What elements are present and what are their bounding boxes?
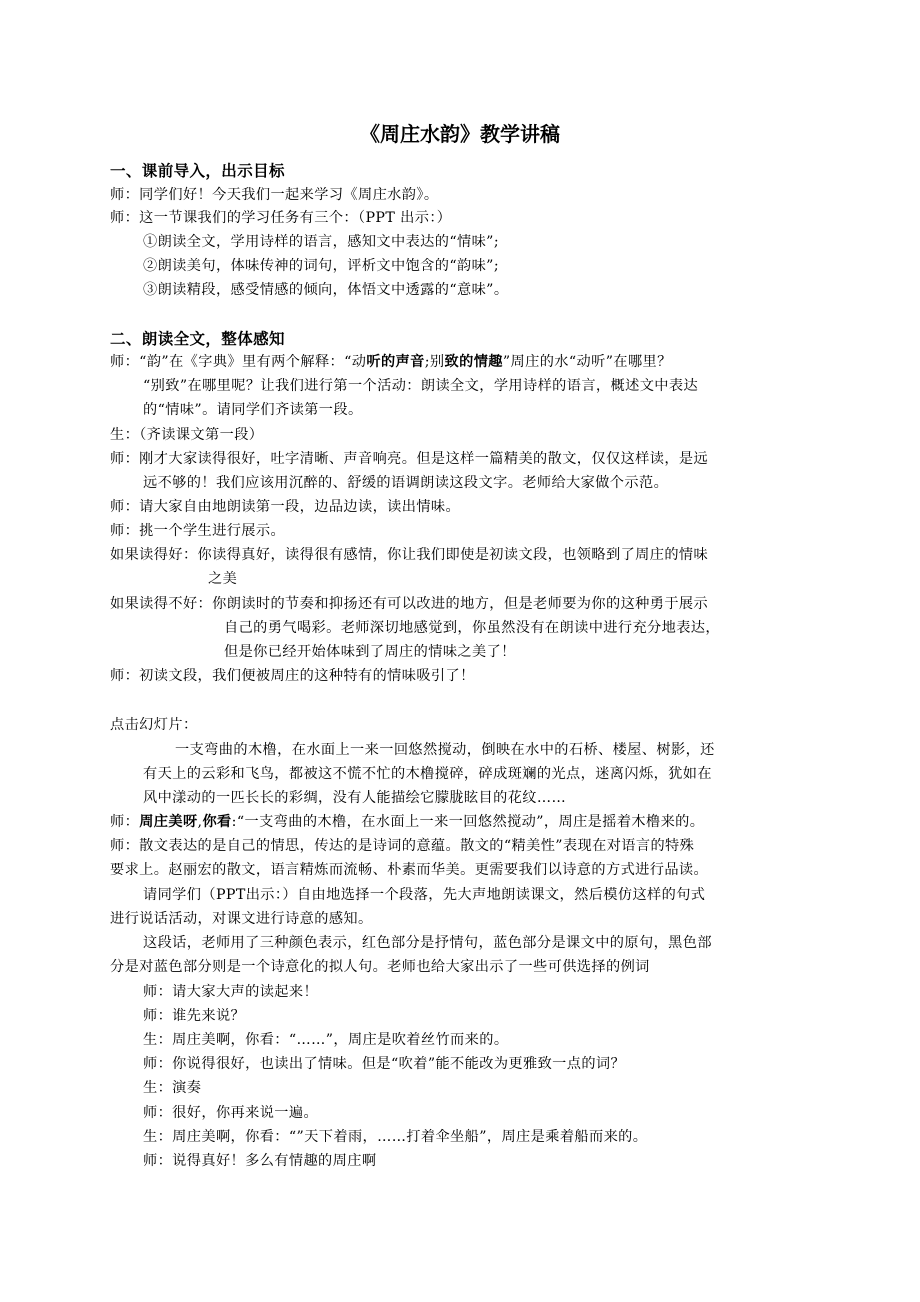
dialogue-line: 生：周庄美啊，你看：“……”，周庄是吹着丝竹而来的。 xyxy=(143,1032,509,1048)
dialogue-line: 师：请大家大声的读起来！ xyxy=(143,984,319,1000)
paragraph-line: 要求上。赵丽宏的散文，语言精炼而流畅、朴素而华美。更需要我们以诗意的方式进行品读。 xyxy=(110,862,709,878)
text-run: :“一支弯曲的木橹，在水面上一来一回悠然搅动”，周庄是摇着木橹来的。 xyxy=(231,814,705,830)
dialogue-line: 生：演奏 xyxy=(143,1080,202,1096)
quote-line: 有天上的云彩和飞鸟，都被这不慌不忙的木橹搅碎，碎成斑斓的光点，迷离闪烁，犹如在 xyxy=(143,766,712,782)
paragraph-line: 生：（齐读课文第一段） xyxy=(110,427,264,443)
bold-text: 周庄美呀 xyxy=(139,814,198,830)
paragraph-line: 这段话，老师用了三种颜色表示，红色部分是抒情句，蓝色部分是课文中的原句，黑色部 xyxy=(143,935,712,951)
paragraph-line: 如果读得不好：你朗读时的节奏和抑扬还有可以改进的地方，但是老师要为你的这种勇于展示 xyxy=(110,596,709,612)
dialogue-line: 师：你说得很好，也读出了情味。但是“吹着”能不能改为更雅致一点的词？ xyxy=(143,1056,626,1072)
bold-text: 听的声音 xyxy=(366,354,425,370)
quote-line: 一支弯曲的木橹，在水面上一来一回悠然搅动，倒映在水中的石桥、楼屋、树影，还 xyxy=(175,742,715,758)
slide-label: 点击幻灯片： xyxy=(110,717,198,733)
paragraph-line: 但是你已经开始体味到了周庄的情味之美了！ xyxy=(224,644,516,660)
paragraph-line: 之美 xyxy=(208,571,238,587)
paragraph-line: 请同学们（PPT出示：）自由地选择一个段落，先大声地朗读课文，然后模仿这样的句式 xyxy=(143,887,706,903)
text-run: 师：“韵”在《字典》里有两个解释：“动 xyxy=(110,354,367,370)
paragraph-line: 分是对蓝色部分则是一个诗意化的拟人句。老师也给大家出示了一些可供选择的例词 xyxy=(110,959,650,975)
document-title: 《周庄水韵》教学讲稿 xyxy=(360,122,560,146)
paragraph-line: 师：请大家自由地朗读第一段，边品边读，读出情味。 xyxy=(110,499,461,515)
objective-item-3: ③朗读精段，感受情感的倾向，体悟文中透露的“意味”。 xyxy=(143,282,509,298)
objective-item-2: ②朗读美句，体味传神的词句，评析文中饱含的“韵味”; xyxy=(143,258,500,274)
paragraph-line: 师：挑一个学生进行展示。 xyxy=(110,523,286,539)
paragraph-line: 师：同学们好！今天我们一起来学习《周庄水韵》。 xyxy=(110,187,439,203)
paragraph-line: 师：刚才大家读得很好，吐字清晰、声音响亮。但是这样一篇精美的散文，仅仅这样读，是远 xyxy=(110,451,709,467)
paragraph-line: 的“情味”。请同学们齐读第一段。 xyxy=(143,402,363,418)
text-run: , xyxy=(197,814,203,830)
section-heading-1: 一、课前导入，出示目标 xyxy=(110,162,285,180)
dialogue-line: 师：很好，你再来说一遍。 xyxy=(143,1105,319,1121)
quote-line: 风中漾动的一匹长长的彩绸，没有人能描绘它朦胧眩目的花纹…… xyxy=(143,790,567,806)
paragraph-line: 进行说话活动，对课文进行诗意的感知。 xyxy=(110,911,373,927)
text-run: ;别 xyxy=(424,354,445,370)
paragraph-line: 师：这一节课我们的学习任务有三个：（PPT 出示：） xyxy=(110,210,452,226)
paragraph-line: 师：初读文段，我们便被周庄的这种特有的情味吸引了！ xyxy=(110,668,475,684)
paragraph-line: “别致”在哪里呢？让我们进行第一个活动：朗读全文，学用诗样的语言，概述文中表达 xyxy=(143,378,699,394)
bold-text: 致的情趣 xyxy=(444,354,503,370)
paragraph-line: 师：散文表达的是自己的情思，传达的是诗词的意蕴。散文的“精美性”表现在对语言的特殊 xyxy=(110,838,695,854)
bold-text: 你看 xyxy=(202,814,232,830)
paragraph-line: 如果读得好：你读得真好，读得很有感情，你让我们即使是初读文段，也领略到了周庄的情味 xyxy=(110,547,709,563)
section-heading-2: 二、朗读全文，整体感知 xyxy=(110,330,285,348)
objective-item-1: ①朗读全文，学用诗样的语言，感知文中表达的“情味”; xyxy=(143,234,500,250)
dialogue-line: 生：周庄美啊，你看：“”天下着雨，……打着伞坐船”，周庄是乘着船而来的。 xyxy=(143,1129,648,1145)
dialogue-line: 师：说得真好！多么有情趣的周庄啊 xyxy=(143,1153,377,1169)
paragraph-line: 远不够的！我们应该用沉醉的、舒缓的语调朗读这段文字。老师给大家做个示范。 xyxy=(143,475,669,491)
paragraph-line: 自己的勇气喝彩。老师深切地感觉到，你虽然没有在朗读中进行充分地表达， xyxy=(224,620,720,636)
text-run: 师： xyxy=(110,814,140,830)
paragraph-line xyxy=(110,811,704,833)
paragraph-line xyxy=(110,351,672,373)
dialogue-line: 师：谁先来说？ xyxy=(143,1008,246,1024)
text-run: ”周庄的水“动听”在哪里？ xyxy=(502,354,672,370)
